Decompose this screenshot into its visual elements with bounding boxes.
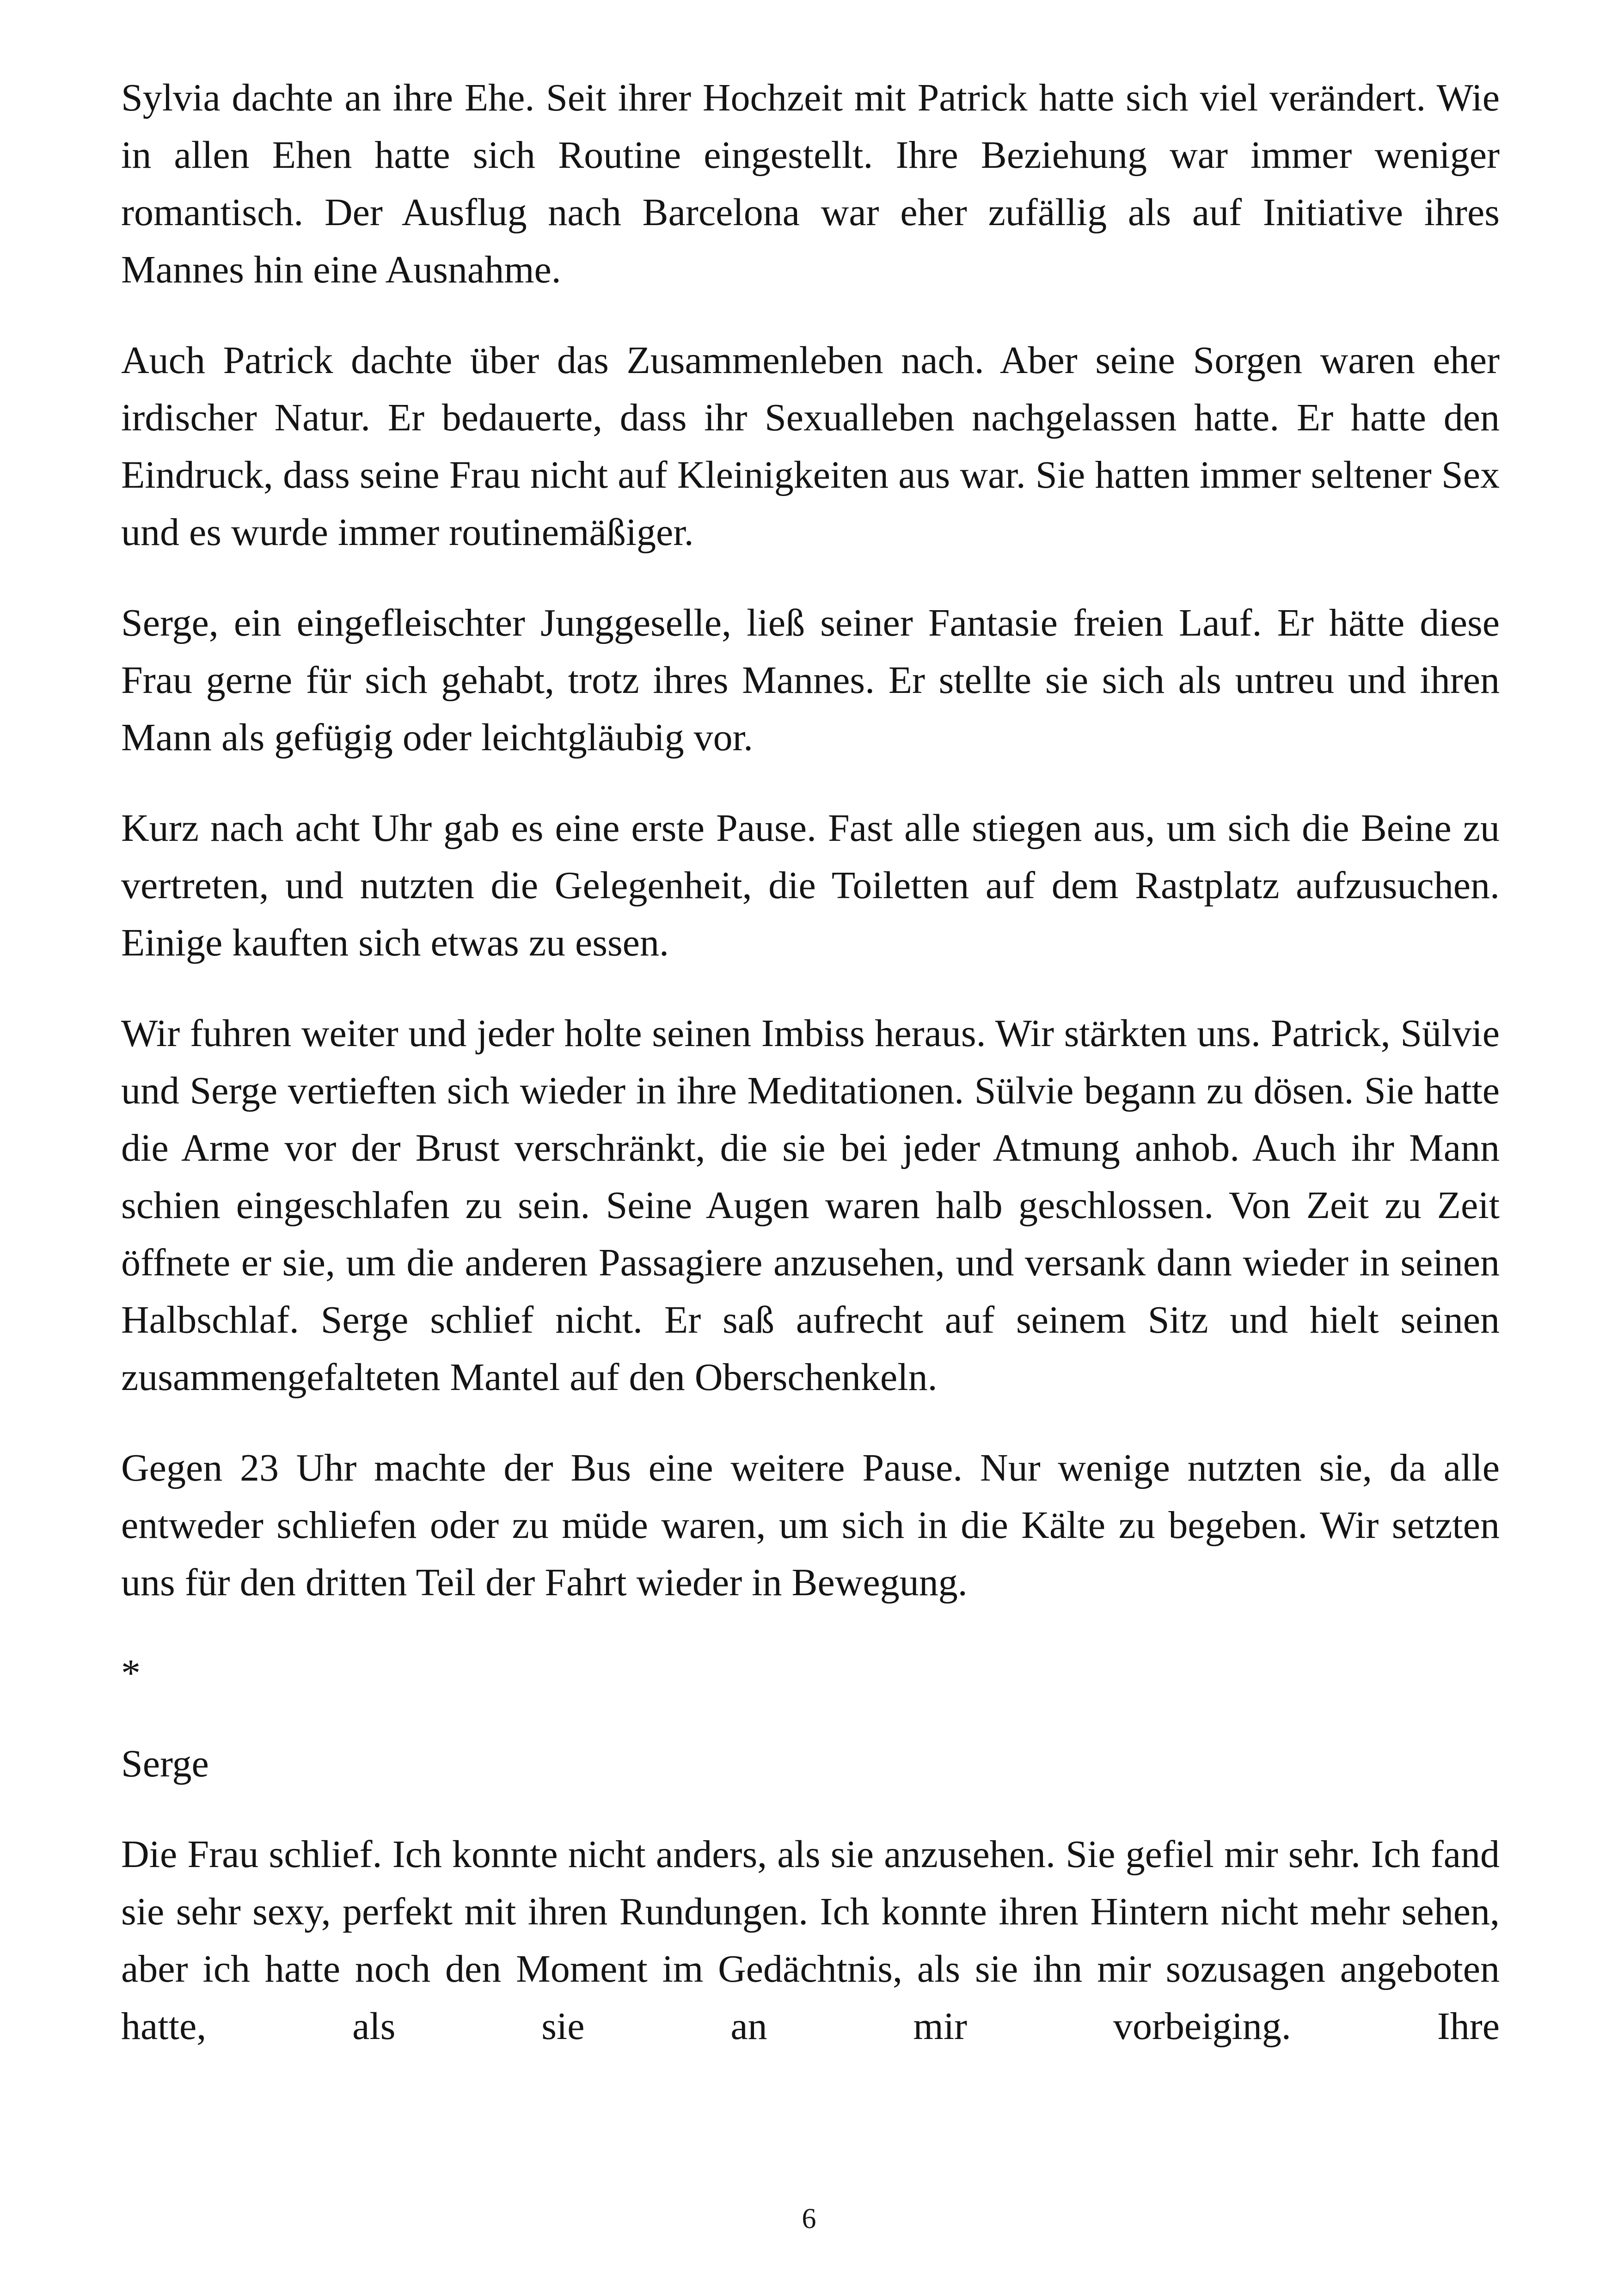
- paragraph-second-break: Gegen 23 Uhr machte der Bus eine weitere Pause. Nur wenige nutzten sie, da alle entweder schliefen oder zu müde waren, um sich in die Kälte zu begeben. Wir setzten uns für den dritten Teil der Fahrt wieder in Bewegung.: [121, 1446, 1500, 1604]
- page-number: 6: [802, 2203, 816, 2235]
- paragraph-serge-narration: Die Frau schlief. Ich konnte nicht anders, als sie anzusehen. Sie gefiel mir sehr. Ich fand sie sehr sexy, perfekt mit ihren Rundungen. Ich konnte ihren Hintern nicht mehr sehen, aber ich hatte noch den Moment im Gedächtnis, als sie ihn mir sozusagen angeboten hatte, als sie an mir vorbeiging. Ihre: [121, 1833, 1500, 2048]
- paragraph-continuing-trip: Wir fuhren weiter und jeder holte seinen Imbiss heraus. Wir stärkten uns. Patrick, Sülvie und Serge vertieften sich wieder in ihre Meditationen. Sülvie begann zu dösen. Sie hatte die Arme vor der Brust verschränkt, die sie bei jeder Atmung anhob. Auch ihr Mann schien eingeschlafen zu sein. Seine Augen waren halb geschlossen. Von Zeit zu Zeit öffnete er sie, um die anderen Passagiere anzusehen, und versank dann wieder in seinen Halbschlaf. Serge schlief nicht. Er saß aufrecht auf seinem Sitz und hielt seinen zusammengefalteten Mantel auf den Oberschenkeln.: [121, 1012, 1500, 1399]
- paragraph-patrick-thoughts: Auch Patrick dachte über das Zusammenleben nach. Aber seine Sorgen waren eher irdischer Natur. Er bedauerte, dass ihr Sexualleben nachgelassen hatte. Er hatte den Eindruck, dass seine Frau nicht auf Kleinigkeiten aus war. Sie hatten immer seltener Sex und es wurde immer routinemäßiger.: [121, 339, 1500, 554]
- section-separator: *: [121, 1652, 141, 1695]
- paragraph-first-break: Kurz nach acht Uhr gab es eine erste Pause. Fast alle stiegen aus, um sich die Beine zu vertreten, und nutzten die Gelegenheit, die Toiletten auf dem Rastplatz aufzusuchen. Einige kauften sich etwas zu essen.: [121, 807, 1500, 964]
- body-text: [121, 69, 1500, 2055]
- section-heading: Serge: [121, 1742, 209, 1785]
- paragraph-sylvia-marriage: Sylvia dachte an ihre Ehe. Seit ihrer Hochzeit mit Patrick hatte sich viel verändert. Wie in allen Ehen hatte sich Routine eingestellt. Ihre Beziehung war immer weniger romantisch. Der Ausflug nach Barcelona war eher zufällig als auf Initiative ihres Mannes hin eine Ausnahme.: [121, 76, 1500, 291]
- paragraph-serge-fantasy: Serge, ein eingefleischter Junggeselle, ließ seiner Fantasie freien Lauf. Er hätte diese Frau gerne für sich gehabt, trotz ihres Mannes. Er stellte sie sich als untreu und ihren Mann als gefügig oder leichtgläubig vor.: [121, 601, 1500, 759]
